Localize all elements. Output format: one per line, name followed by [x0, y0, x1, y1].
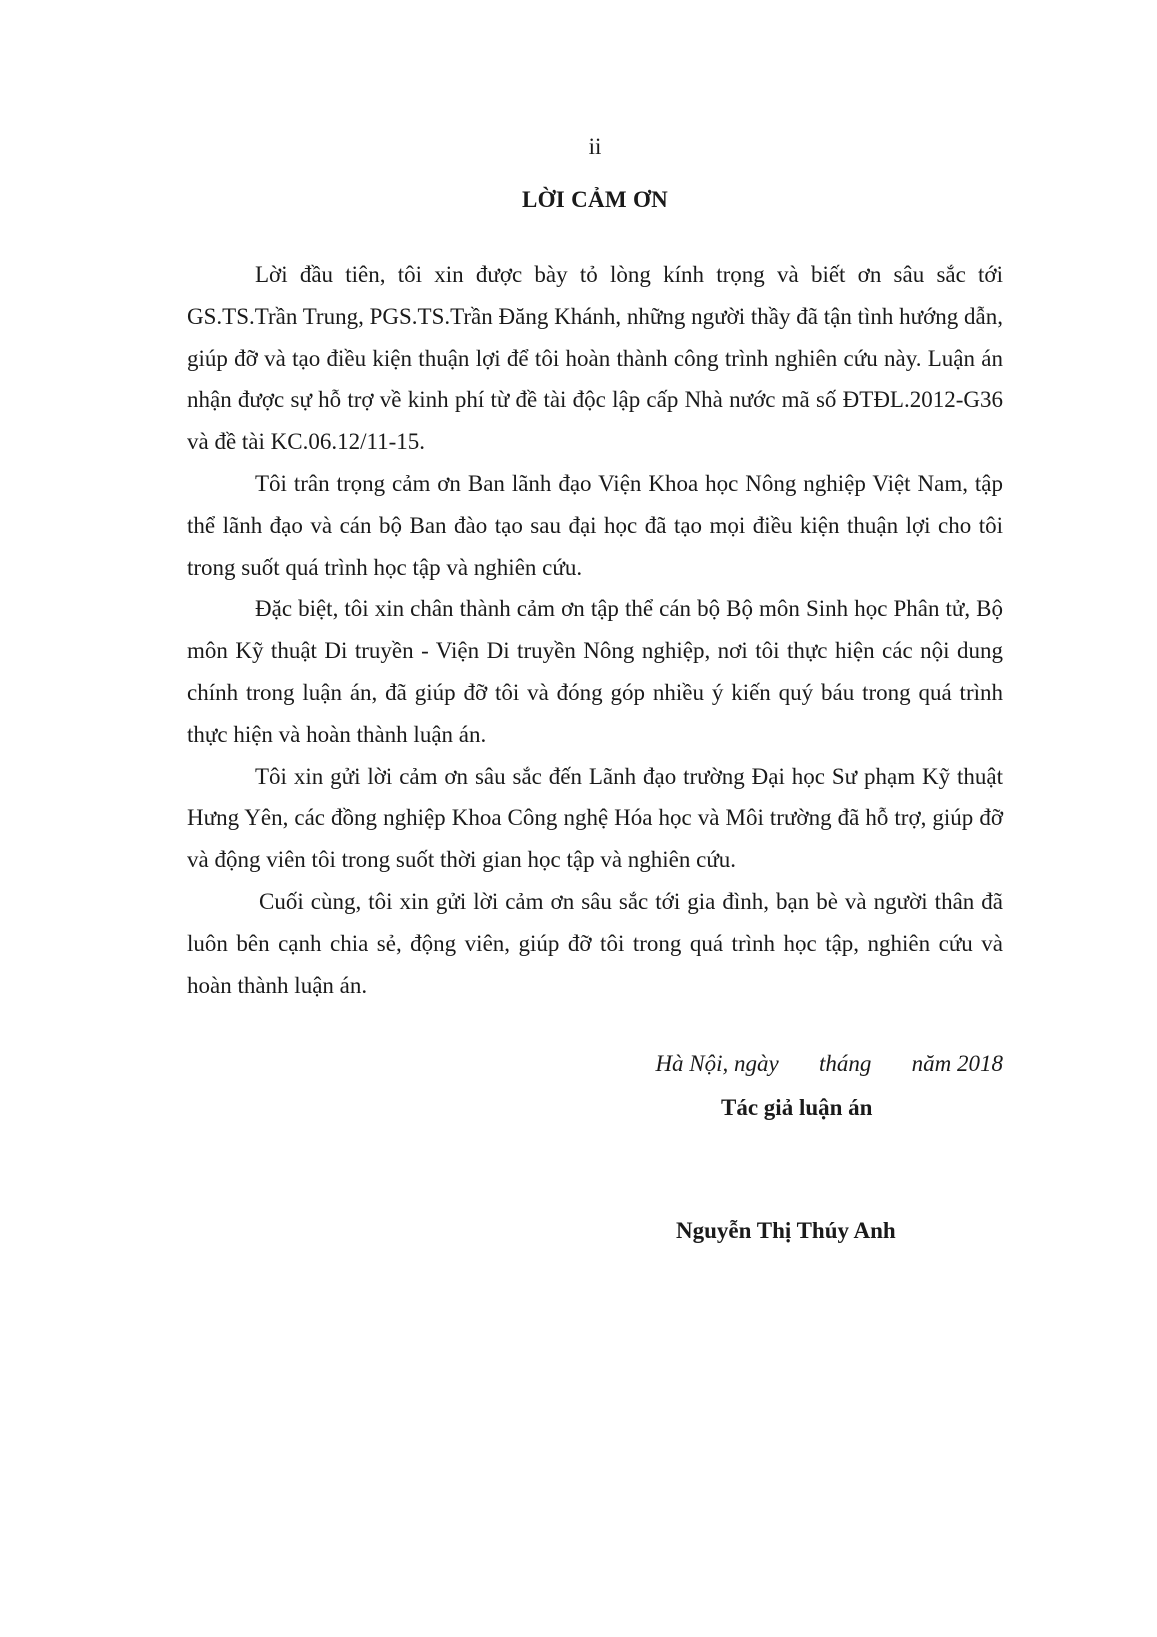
paragraph-2: Tôi trân trọng cảm ơn Ban lãnh đạo Viện Khoa học Nông nghiệp Việt Nam, tập thể lãnh đạo và cán bộ Ban đào tạo sau đại học đã tạo mọi điều kiện thuận lợi cho tôi trong suốt quá trình học tập và nghiên cứu. [187, 470, 1003, 580]
author-label: Tác giả luận án [721, 1095, 873, 1120]
author-name: Nguyễn Thị Thúy Anh [676, 1218, 896, 1243]
paragraph-3: Đặc biệt, tôi xin chân thành cảm ơn tập thể cán bộ Bộ môn Sinh học Phân tử, Bộ môn Kỹ thuật Di truyền - Viện Di truyền Nông nghiệp, nơi tôi thực hiện các nội dung chính trong luận án, đã giúp đỡ tôi và đóng góp nhiều ý kiến quý báu trong quá trình thực hiện và hoàn thành luận án. [187, 596, 1003, 747]
page-number: ii [588, 134, 602, 159]
paragraph-1: Lời đầu tiên, tôi xin được bày tỏ lòng kính trọng và biết ơn sâu sắc tới GS.TS.Trần Trung, PGS.TS.Trần Đăng Khánh, những người thầy đã tận tình hướng dẫn, giúp đỡ và tạo điều kiện thuận lợi để tôi hoàn thành công trình nghiên cứu này. Luận án nhận được sự hỗ trợ về kinh phí từ đề tài độc lập cấp Nhà nước mã số ĐTĐL.2012-G36 và đề tài KC.06.12/11-15. [187, 262, 1003, 455]
acknowledgement-body [187, 254, 1003, 1006]
paragraph-4: Tôi xin gửi lời cảm ơn sâu sắc đến Lãnh đạo trường Đại học Sư phạm Kỹ thuật Hưng Yên, các đồng nghiệp Khoa Công nghệ Hóa học và Môi trường đã hỗ trợ, giúp đỡ và động viên tôi trong suốt thời gian học tập và nghiên cứu. [187, 763, 1003, 873]
paragraph-5: Cuối cùng, tôi xin gửi lời cảm ơn sâu sắc tới gia đình, bạn bè và người thân đã luôn bên cạnh chia sẻ, động viên, giúp đỡ tôi trong quá trình học tập, nghiên cứu và hoàn thành luận án. [187, 888, 1003, 998]
page-title: LỜI CẢM ƠN [521, 187, 669, 212]
date-line: Hà Nội, ngày tháng năm 2018 [655, 1051, 1003, 1076]
